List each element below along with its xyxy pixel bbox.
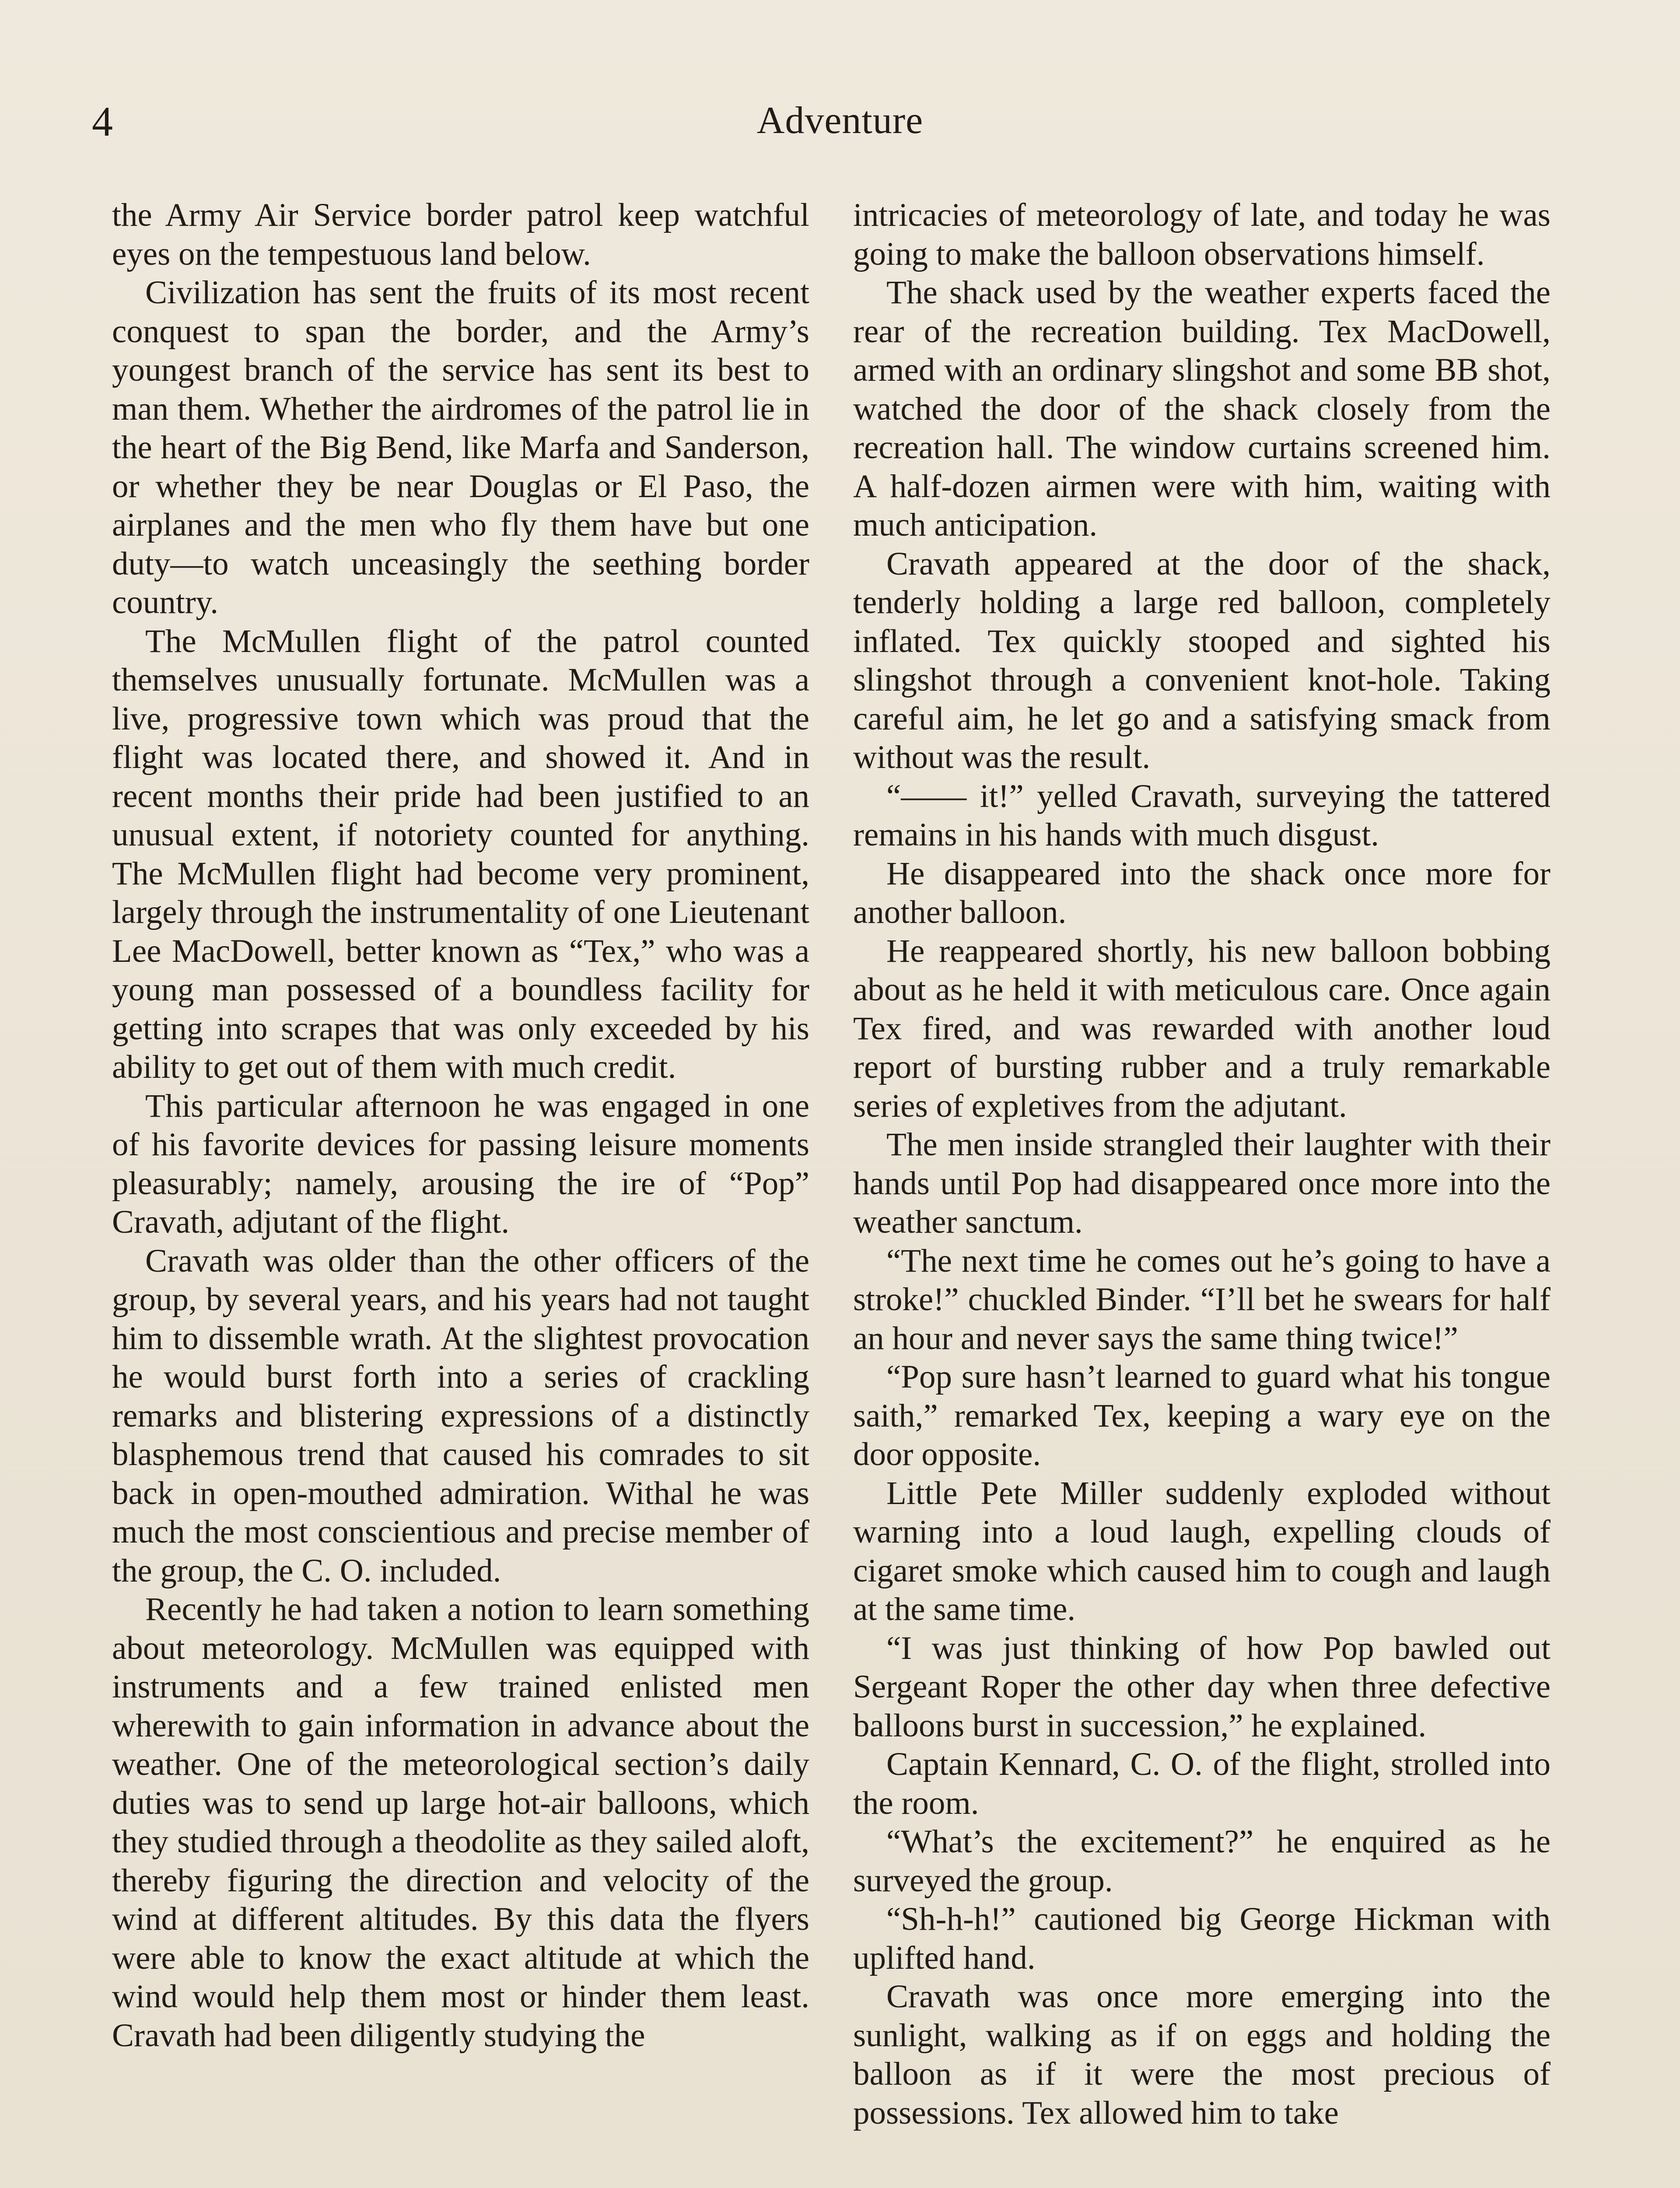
paragraph: “Sh-h-h!” cautioned big George Hickman with uplifted hand. — [853, 1901, 1550, 1976]
left-column — [112, 196, 809, 2055]
paragraph: The shack used by the weather experts faced the rear of the recreation building. Tex MacDowell, armed with an ordinary slingshot and some BB shot, watched the door of the shack closely from the recreation hall. The window curtains screened him. A half-dozen airmen were with him, waiting with much anticipation. — [853, 274, 1550, 543]
paragraph: He reappeared shortly, his new balloon bobbing about as he held it with meticulous care. Once again Tex fired, and was rewarded with another loud report of bursting rubber and a truly remarkable series of expletives from the adjutant. — [853, 933, 1550, 1124]
paragraph: “I was just thinking of how Pop bawled out Sergeant Roper the other day when three defective balloons burst in succession,” he explained. — [853, 1630, 1550, 1744]
paragraph: The McMullen flight of the patrol counted themselves unusually fortunate. McMullen was a live, progressive town which was proud that the flight was located there, and showed it. And in recent months their pride had been justified to an unusual extent, if notoriety counted for anything. The McMullen flight had become very prominent, largely through the instrumentality of one Lieutenant Lee MacDowell, better known as “Tex,” who was a young man possessed of a boundless facility for getting into scrapes that was only exceeded by his ability to get out of them with much credit. — [112, 623, 809, 1085]
paragraph: Cravath appeared at the door of the shack, tenderly holding a large red balloon, completely inflated. Tex quickly stooped and sighted his slingshot through a convenient knot-hole. Taking careful aim, he let go and a satisfying smack from without was the result. — [853, 545, 1550, 775]
paragraph: Cravath was older than the other officers of the group, by several years, and his years had not taught him to dissemble wrath. At the slightest provocation he would burst forth into a series of crackling remarks and blistering expressions of a distinctly blasphemous trend that caused his comrades to sit back in open-mouthed admiration. Withal he was much the most conscientious and precise member of the group, the C. O. included. — [112, 1242, 809, 1589]
paragraph: Captain Kennard, C. O. of the flight, strolled into the room. — [853, 1746, 1550, 1821]
paragraph: “What’s the excitement?” he enquired as he surveyed the group. — [853, 1823, 1550, 1899]
paragraph: “Pop sure hasn’t learned to guard what his tongue saith,” remarked Tex, keeping a wary eye on the door opposite. — [853, 1359, 1550, 1473]
paragraph: Civilization has sent the fruits of its most recent conquest to span the border, and the Army’s youngest branch of the service has sent its best to man them. Whether the airdromes of the patrol lie in the heart of the Big Bend, like Marfa and Sanderson, or whether they be near Douglas or El Paso, the airplanes and the men who fly them have but one duty—to watch unceasingly the seething border country. — [112, 274, 809, 621]
running-title: Adventure — [756, 99, 924, 142]
paragraph: He disappeared into the shack once more for another balloon. — [853, 855, 1550, 930]
page-number: 4 — [92, 98, 113, 145]
paragraph: the Army Air Service border patrol keep watchful eyes on the tempestuous land below. — [112, 197, 809, 272]
paragraph: “The next time he comes out he’s going to have a stroke!” chuckled Binder. “I’ll bet he swears for half an hour and never says the same thing twice!” — [853, 1242, 1550, 1357]
paragraph: intricacies of meteorology of late, and today he was going to make the balloon observations himself. — [853, 197, 1550, 272]
paragraph: Little Pete Miller suddenly exploded without warning into a loud laugh, expelling clouds of cigaret smoke which caused him to cough and laugh at the same time. — [853, 1475, 1550, 1627]
paragraph: The men inside strangled their laughter with their hands until Pop had disappeared once more into the weather sanctum. — [853, 1126, 1550, 1240]
paragraph: “—— it!” yelled Cravath, surveying the tattered remains in his hands with much disgust. — [853, 778, 1550, 853]
paragraph: Recently he had taken a notion to learn something about meteorology. McMullen was equipped with instruments and a few trained enlisted men wherewith to gain information in advance about the weather. One of the meteorological section’s daily duties was to send up large hot-air balloons, which they studied through a theodolite as they sailed aloft, thereby figuring the direction and velocity of the wind at different altitudes. By this data the flyers were able to know the exact altitude at which the wind would help them most or hinder them least. Cravath had been diligently studying the — [112, 1591, 809, 2054]
right-column — [853, 196, 1550, 2132]
paragraph: This particular afternoon he was engaged in one of his favorite devices for passing leisure moments pleasurably; namely, arousing the ire of “Pop” Cravath, adjutant of the flight. — [112, 1087, 809, 1240]
paragraph: Cravath was once more emerging into the sunlight, walking as if on eggs and holding the balloon as if it were the most precious of possessions. Tex allowed him to take — [853, 1978, 1550, 2131]
